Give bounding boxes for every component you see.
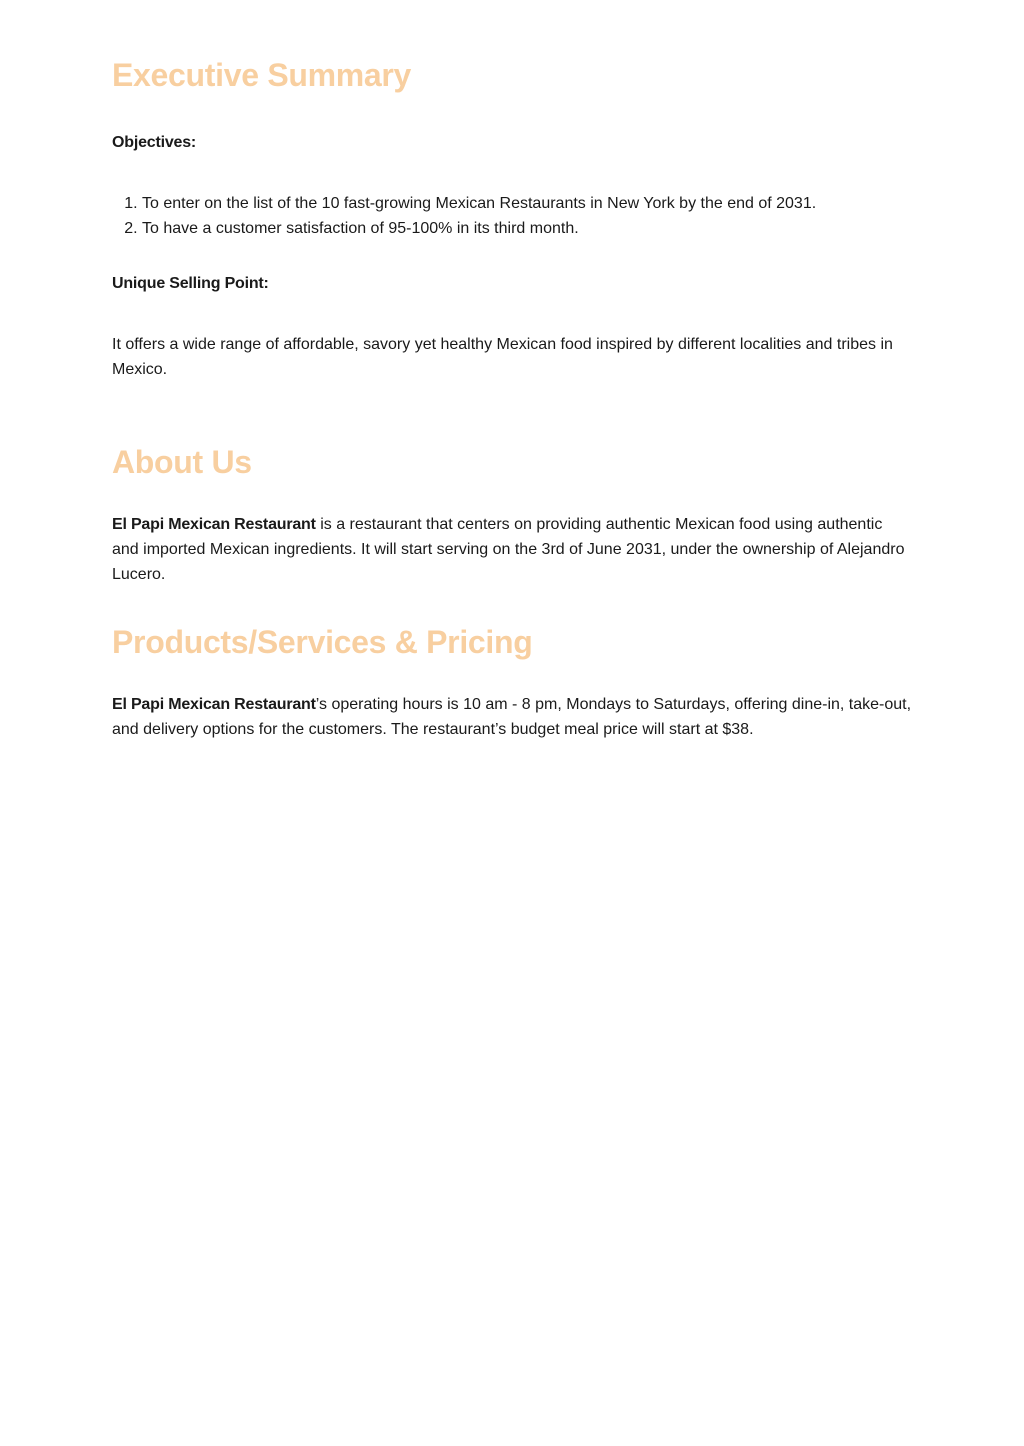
objective-item: 2. To have a customer satisfaction of 95-100% in its third month. (142, 216, 942, 241)
executive-summary-heading: Executive Summary (112, 57, 412, 93)
usp-paragraph: It offers a wide range of affordable, savory yet healthy Mexican food inspired by different localities and tribes in Mexico. (112, 336, 893, 378)
objectives-list (112, 191, 942, 241)
restaurant-name: El Papi Mexican Restaurant (112, 696, 316, 713)
products-heading: Products/Services & Pricing (112, 624, 533, 660)
products-text: ’s operating hours is 10 am - 8 pm, Mondays to Saturdays, offering dine-in, take-out, and delivery options for the customers. The restaurant’s budget meal price will start at $38. (112, 696, 912, 738)
objective-item: 1. To enter on the list of the 10 fast-growing Mexican Restaurants in New York by the end of 2031. (142, 191, 942, 216)
about-us-text: is a restaurant that centers on providing authentic Mexican food using authentic and imported Mexican ingredients. It will start serving on the 3rd of June 2031, under the ownership of Alejandro Lucero. (112, 516, 905, 583)
usp-label: Unique Selling Point: (112, 275, 269, 292)
about-us-paragraph (112, 512, 912, 587)
restaurant-name: El Papi Mexican Restaurant (112, 516, 316, 533)
objectives-label: Objectives: (112, 134, 197, 151)
about-us-heading: About Us (112, 444, 252, 480)
products-paragraph (112, 692, 912, 742)
